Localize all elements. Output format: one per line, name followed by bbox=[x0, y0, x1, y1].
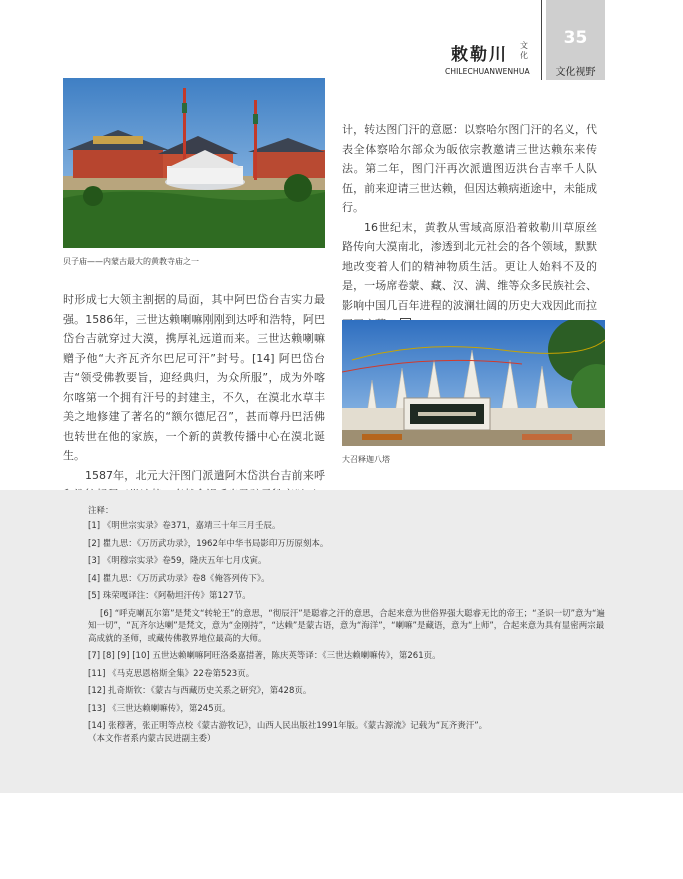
logo-pinyin: CHILECHUANWENHUA bbox=[445, 67, 530, 76]
note-item: [3] 《明穆宗实录》卷59，隆庆五年七月戊寅。 bbox=[88, 556, 267, 566]
note-item: [14] 张穆著，张正明等点校《蒙古游牧记》，山西人民出版社1991年版。《蒙古源流》记载为“瓦齐赉汗”。 bbox=[88, 721, 488, 731]
author-note: （本文作者系内蒙古民进副主委） bbox=[88, 733, 216, 744]
note-item: [13] 《三世达赖喇嘛传》，第245页。 bbox=[88, 703, 231, 714]
stupa-photo bbox=[342, 320, 605, 446]
paragraph-text: 16世纪末，黄教从雪域高原沿着敕勒川草原丝路传向大漠南北，渗透到北元社会的各个领域，默默地改变着人们的精神物质生活。更让人始料不及的是，一场席卷蒙、藏、汉、满、维等众多民族社会、影响中国几百年进程的波澜壮阔的历史大戏因此而拉 bbox=[342, 220, 597, 312]
paragraph: 1587年，北元大汗图门派遣阿木岱洪台吉前来呼 bbox=[85, 468, 325, 482]
note-item: [4] 瞿九思：《万历武功录》卷8《俺答列传下》。 bbox=[88, 573, 270, 584]
notes bbox=[88, 504, 608, 745]
paragraph: 计，转达图门汗的意愿：以察哈尔图门汗的名义，代表全体察哈尔部众为皈依宗教邀请三世达赖东来传法。第二年，图门汗再次派遣图迈洪台吉率千人队伍，前来迎请三世达赖，但因达赖病逝途中，未能成行。 bbox=[342, 123, 597, 214]
paragraph: 时形成七大领主割据的局面，其中阿巴岱台吉实力最强。1586年，三世达赖喇嘛刚刚到达呼和浩特，阿巴岱台吉就穿过大漠，携厚礼远道而来。三世达赖喇嘛赠予他“大齐瓦齐尔巴尼可汗”封号。[14] 阿巴岱台吉“领受佛教要旨，迎经典归，为众所服”，成为外喀尔喀第一个拥有汗号的封建主，不久，在漠北水草丰美之地修建了著名的“额尔德尼召”，甚而尊丹巴活佛也转世在他的家族，一个新的黄教传播中心在漠北诞生。 bbox=[63, 293, 325, 462]
temple-photo bbox=[63, 78, 325, 248]
logo-main: 敕勒川 bbox=[451, 45, 508, 65]
note-item: [6] “呼克喇瓦尔第”是梵文“转轮王”的意思，“彻辰汗”是聪睿之汗的意思，合起来意为世俗界强大聪睿无比的帝王；“圣识一切”意为“遍知一切”，“瓦齐尔达喇”是梵文，意为“金刚持”，“达赖”是蒙古语，意为“海洋”，“喇嘛”是藏语，意为“上师”，合起来意为具有显密两宗最高成就的圣师，或藏传佛教界地位最高的大师。 bbox=[88, 608, 605, 644]
section-title: 文化视野 bbox=[555, 67, 596, 78]
magazine-logo bbox=[445, 40, 541, 65]
note-item: [1] 《明世宗实录》卷371，嘉靖三十年三月壬辰。 bbox=[88, 521, 281, 531]
note-item: [12] 扎奇斯钦：《蒙古与西藏历史关系之研究》，第428页。 bbox=[88, 686, 312, 696]
page-number: 35 bbox=[563, 28, 588, 48]
paragraph bbox=[342, 218, 597, 335]
temple-caption: 贝子庙——内蒙古最大的黄教寺庙之一 bbox=[63, 257, 199, 266]
logo-sub: 文化 bbox=[520, 41, 528, 60]
right-top-text bbox=[342, 120, 597, 335]
notes-label: 注释： bbox=[88, 506, 114, 516]
note-item: [5] 珠荣嘎译注：《阿勒坦汗传》第127节。 bbox=[88, 591, 251, 601]
note-item: [2] 瞿九思：《万历武功录》，1962年中华书局影印万历原刻本。 bbox=[88, 538, 329, 549]
header-divider bbox=[541, 0, 542, 80]
left-column-text bbox=[63, 290, 325, 505]
stupa-caption: 大召释迦八塔 bbox=[342, 455, 390, 464]
note-item: [7] [8] [9] [10] 五世达赖喇嘛阿旺洛桑嘉措著，陈庆英等译：《三世达赖喇嘛传》，第261页。 bbox=[88, 651, 441, 661]
note-item: [11] 《马克思恩格斯全集》22卷第523页。 bbox=[88, 668, 255, 679]
